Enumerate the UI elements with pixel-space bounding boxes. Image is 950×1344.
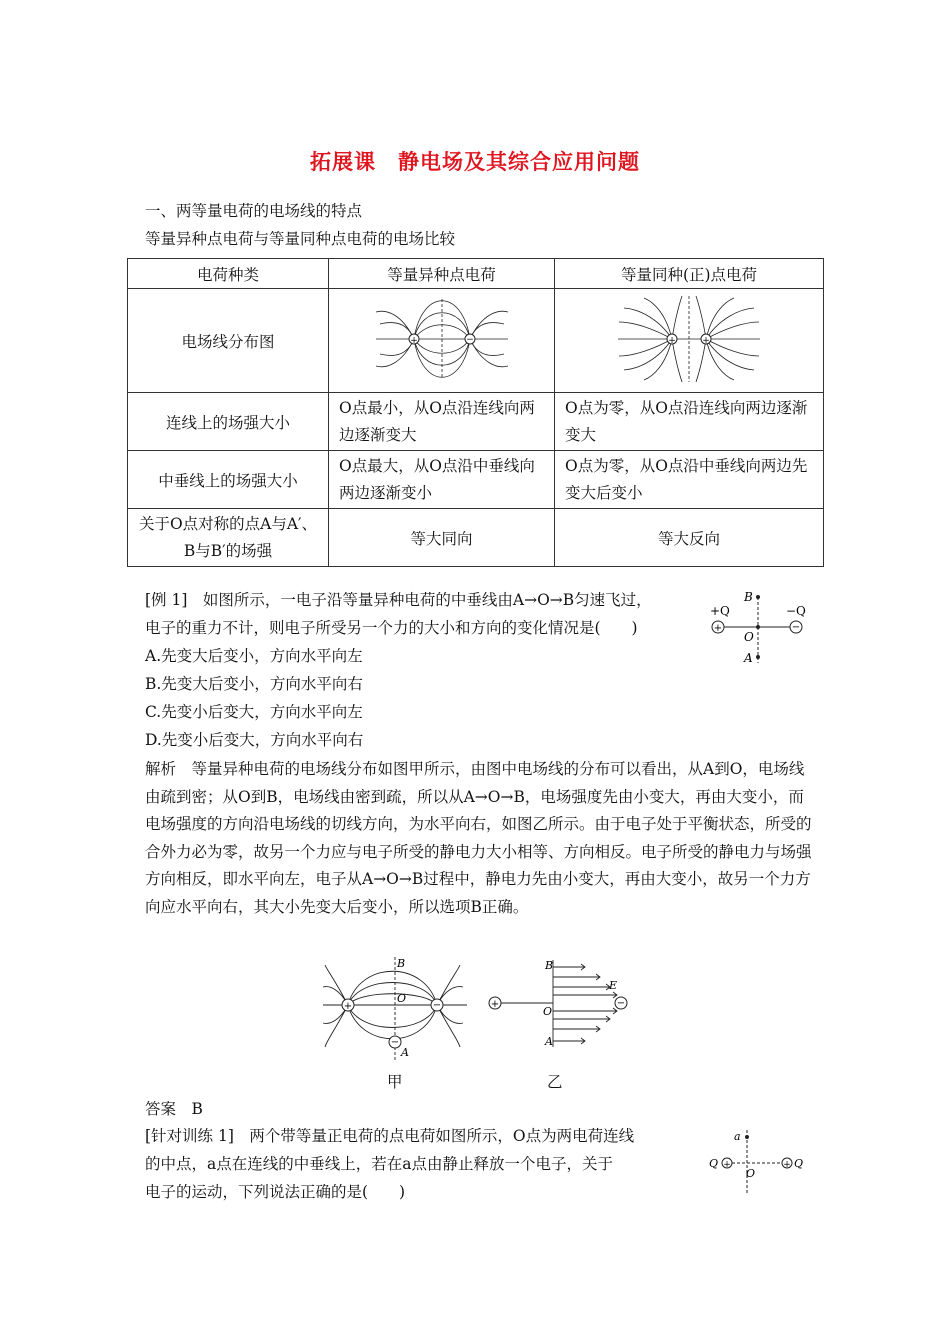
table-cell: 等大同向 bbox=[329, 509, 555, 567]
like-charges-field-figure bbox=[614, 294, 764, 384]
section-heading: 一、两等量电荷的电场线的特点 bbox=[145, 202, 363, 220]
svg-text:+: + bbox=[668, 335, 676, 346]
figure-yi-caption: 乙 bbox=[547, 1073, 563, 1091]
svg-text:+: + bbox=[702, 335, 710, 346]
svg-text:−: − bbox=[432, 1000, 442, 1011]
label-a: A bbox=[401, 1046, 409, 1059]
label-b: B bbox=[545, 959, 554, 972]
label-o: O bbox=[543, 1005, 553, 1018]
table-row bbox=[128, 289, 824, 393]
page-title: 拓展课 静电场及其综合应用问题 bbox=[310, 150, 640, 174]
table-row bbox=[128, 509, 824, 567]
section-subheading: 等量异种点电荷与等量同种点电荷的电场比较 bbox=[145, 230, 456, 248]
table-cell: O点为零，从O点沿中垂线向两边先变大后变小 bbox=[555, 451, 824, 509]
table-cell: 关于O点对称的点A与A′、B与B′的场强 bbox=[128, 509, 329, 567]
table-header: 电荷种类 bbox=[128, 259, 329, 289]
table-header: 等量异种点电荷 bbox=[329, 259, 555, 289]
table-cell bbox=[329, 289, 555, 393]
svg-text:−: − bbox=[616, 998, 626, 1009]
label-a: A bbox=[744, 651, 753, 665]
answer-text: 答案 B bbox=[145, 1100, 203, 1118]
label-o: O bbox=[746, 1167, 756, 1180]
svg-text:+: + bbox=[713, 623, 723, 634]
table-cell: 电场线分布图 bbox=[128, 289, 329, 393]
label-b: B bbox=[744, 590, 753, 604]
training-stem: [针对训练 1] 两个带等量正电荷的点电荷如图所示，O点为两电荷连线 bbox=[145, 1127, 635, 1145]
svg-text:−: − bbox=[791, 622, 801, 633]
label-q-left: Q bbox=[709, 1157, 719, 1170]
table-header-row bbox=[128, 259, 824, 289]
analysis-text: 解析 等量异种电荷的电场线分布如图甲所示，由图中电场线的分布可以看出，从A到O，电场线由疏到密；从O到B，电场线由密到疏，所以从A→O→B，电场强度先由小变大，再由大变小，而电场强度的方向沿电场线的切线方向，为水平向右，如图乙所示。由于电子处于平衡状态，所受的合外力必为零，故另一个力应与电子所受的静电力大小相等、方向相反。电子所受的静电力与场强方向相反，即水平向左，电子从A→O→B过程中，静电力先由小变大，再由大变小，故另一个力方向应水平向右，其大小先变大后变小，所以选项B正确。 bbox=[145, 760, 812, 916]
table-row bbox=[128, 393, 824, 451]
table-cell: O点为零，从O点沿连线向两边逐渐变大 bbox=[555, 393, 824, 451]
table-cell: 等大反向 bbox=[555, 509, 824, 567]
svg-text:+: + bbox=[783, 1160, 791, 1170]
svg-text:+: + bbox=[723, 1160, 731, 1170]
option-a: A.先变大后变小，方向水平向左 bbox=[145, 647, 363, 665]
table-cell: O点最大，从O点沿中垂线向两边逐渐变小 bbox=[329, 451, 555, 509]
label-b: B bbox=[397, 957, 406, 970]
label-pos-charge: +Q bbox=[710, 604, 730, 618]
example-stem: [例 1] 如图所示，一电子沿等量异种电荷的中垂线由A→O→B匀速飞过， bbox=[145, 591, 652, 609]
training-stem: 的中点，a点在连线的中垂线上，若在a点由静止释放一个电子，关于 bbox=[145, 1155, 613, 1173]
svg-text:+: + bbox=[490, 999, 500, 1010]
table-cell: 连线上的场强大小 bbox=[128, 393, 329, 451]
table-row bbox=[128, 451, 824, 509]
training-figure bbox=[705, 1125, 815, 1195]
label-q-right: Q bbox=[794, 1157, 804, 1170]
option-b: B.先变大后变小，方向水平向右 bbox=[145, 675, 363, 693]
figure-yi bbox=[485, 955, 635, 1055]
example-stem: 电子的重力不计，则电子所受另一个力的大小和方向的变化情况是( ) bbox=[145, 619, 638, 637]
svg-text:+: + bbox=[409, 335, 418, 346]
opposite-charges-field-figure bbox=[372, 294, 512, 384]
option-c: C.先变小后变大，方向水平向左 bbox=[145, 703, 363, 721]
option-d: D.先变小后变大，方向水平向右 bbox=[145, 731, 364, 749]
svg-text:−: − bbox=[465, 334, 474, 345]
label-o: O bbox=[744, 630, 754, 644]
label-a-point: a bbox=[734, 1130, 741, 1143]
table-cell: O点最小，从O点沿连线向两边逐渐变大 bbox=[329, 393, 555, 451]
label-o: O bbox=[397, 992, 407, 1005]
example-figure bbox=[700, 585, 820, 670]
table-cell: 中垂线上的场强大小 bbox=[128, 451, 329, 509]
label-e: E bbox=[609, 979, 618, 992]
comparison-table bbox=[127, 258, 824, 567]
svg-text:−: − bbox=[390, 1037, 400, 1048]
table-cell bbox=[555, 289, 824, 393]
label-a: A bbox=[545, 1035, 553, 1048]
table-header: 等量同种(正)点电荷 bbox=[555, 259, 824, 289]
label-neg-charge: −Q bbox=[786, 604, 806, 618]
figure-jia bbox=[315, 955, 475, 1065]
figure-jia-caption: 甲 bbox=[387, 1073, 403, 1091]
training-stem: 电子的运动，下列说法正确的是( ) bbox=[145, 1183, 406, 1201]
svg-text:+: + bbox=[343, 1001, 353, 1012]
